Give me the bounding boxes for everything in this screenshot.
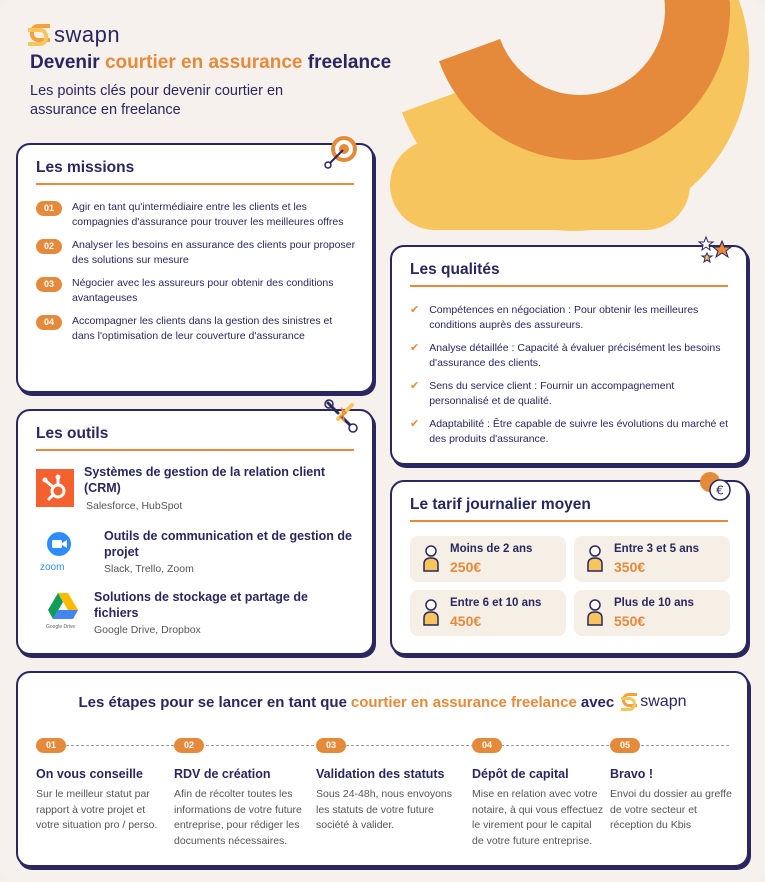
tool-subtitle: Google Drive, Dropbox — [94, 624, 201, 636]
rate-tile — [574, 590, 730, 636]
steps-title — [18, 693, 747, 711]
mission-number: 04 — [36, 315, 62, 330]
rate-label: Entre 6 et 10 ans — [450, 597, 542, 609]
qualites-card — [390, 245, 748, 465]
swapn-logo-mark-icon — [30, 24, 48, 46]
tarif-title: Le tarif journalier moyen — [410, 496, 591, 513]
qualites-list — [410, 303, 730, 455]
tarif-card — [390, 480, 748, 655]
page-title — [30, 52, 391, 74]
step-text: Envoi du dossier au greffe de votre secteur et réception du Kbis — [610, 788, 732, 831]
mission-text: Accompagner les clients dans la gestion des sinistres et dans l'optimisation de leur couverture d'assurance — [72, 315, 333, 342]
target-icon — [324, 135, 358, 169]
mission-text: Négocier avec les assureurs pour obtenir des conditions avantageuses — [72, 277, 334, 304]
rate-tile — [410, 536, 566, 582]
title-post: freelance — [302, 52, 392, 73]
list-item — [36, 465, 356, 519]
tarif-divider — [410, 520, 728, 522]
list-item — [410, 379, 730, 409]
check-icon: ✔ — [410, 304, 420, 316]
quality-text: Sens du service client : Fournir un accompagnement personnalisé et de qualité. — [429, 380, 675, 407]
list-item — [410, 303, 730, 333]
rate-label: Entre 3 et 5 ans — [614, 543, 700, 555]
qualites-title: Les qualités — [410, 261, 500, 278]
quality-text: Analyse détaillée : Capacité à évaluer précisément les besoins d'assurance des clients. — [429, 342, 721, 369]
missions-divider — [36, 183, 354, 185]
step-text: Sous 24-48h, nous envoyons les statuts de votre future société à valider. — [316, 788, 453, 831]
step-text: Mise en relation avec votre notaire, à qui vous effectuez le virement pour le capital de votre future entreprise. — [472, 788, 604, 847]
list-item — [410, 341, 730, 371]
mission-number: 01 — [36, 201, 62, 216]
zoom-logo-text: zoom — [40, 562, 65, 573]
mission-text: Agir en tant qu'intermédiaire entre les clients et les compagnies d'assurance pour trouver les meilleures offres — [72, 201, 344, 228]
stars-icon — [698, 235, 732, 265]
rate-value: 250€ — [450, 559, 482, 575]
missions-list — [36, 200, 356, 352]
steps-brand-name: swapn — [640, 693, 687, 710]
steps-title-accent: courtier en assurance freelance — [350, 693, 577, 711]
step-item — [174, 737, 308, 849]
step-item — [36, 737, 166, 834]
rate-tile — [410, 590, 566, 636]
list-item — [36, 238, 356, 268]
swapn-logo[interactable] — [622, 693, 686, 711]
missions-card — [16, 143, 374, 393]
person-icon — [586, 598, 604, 626]
zoom-camera-icon — [44, 531, 74, 561]
step-number: 01 — [36, 738, 66, 753]
page-subtitle: Les points clés pour devenir courtier en assurance en freelance — [30, 83, 284, 118]
step-title: RDV de création — [174, 767, 271, 781]
tool-subtitle: Salesforce, HubSpot — [86, 500, 183, 512]
outils-title: Les outils — [36, 425, 109, 442]
step-item — [610, 737, 736, 834]
tool-subtitle: Slack, Trello, Zoom — [104, 563, 194, 575]
list-item — [36, 531, 356, 581]
step-text: Sur le meilleur statut par rapport à votre projet et votre situation pro / perso. — [36, 788, 158, 831]
euro-icon — [698, 472, 732, 502]
title-accent: courtier en assurance — [104, 52, 303, 73]
quality-text: Compétences en négociation : Pour obtenir les meilleures conditions auprès des assureurs. — [429, 304, 699, 331]
swapn-logo-mark-icon — [622, 693, 636, 711]
step-title: Bravo ! — [610, 767, 654, 781]
person-icon — [586, 544, 604, 572]
swapn-logo[interactable] — [30, 22, 120, 48]
steps-title-post: avec — [580, 693, 615, 711]
euro-symbol: € — [716, 483, 724, 498]
hubspot-logo — [36, 469, 74, 507]
steps-title-pre: Les étapes pour se lancer en tant que — [78, 693, 347, 711]
tool-title: Solutions de stockage et partage de fichiers — [94, 590, 308, 620]
step-item — [472, 737, 606, 849]
person-icon — [422, 598, 440, 626]
rate-value: 450€ — [450, 613, 482, 629]
list-item — [410, 417, 730, 447]
step-number: 05 — [610, 738, 640, 753]
step-number: 03 — [316, 738, 346, 753]
step-text: Afin de récolter toutes les informations de votre future entreprise, pour rédiger les documents nécessaires. — [174, 788, 302, 847]
tool-title: Outils de communication et de gestion de projet — [104, 529, 352, 559]
qualites-divider — [410, 285, 728, 287]
step-number: 04 — [472, 738, 502, 753]
google-drive-logo-text: Google Drive — [46, 624, 76, 630]
check-icon: ✔ — [410, 342, 420, 354]
step-title: Validation des statuts — [316, 767, 445, 781]
tool-title: Systèmes de gestion de la relation client (CRM) — [84, 465, 326, 495]
google-drive-icon — [48, 593, 78, 619]
title-pre: Devenir — [30, 52, 105, 73]
step-title: Dépôt de capital — [472, 767, 569, 781]
rate-value: 550€ — [614, 613, 646, 629]
check-icon: ✔ — [410, 418, 420, 430]
list-item — [36, 314, 356, 344]
step-number: 02 — [174, 738, 204, 753]
mission-text: Analyser les besoins en assurance des clients pour proposer des solutions sur mesure — [72, 239, 356, 266]
rate-value: 350€ — [614, 559, 646, 575]
brand-name: swapn — [54, 22, 121, 47]
quality-text: Adaptabilité : Être capable de suivre les évolutions du marché et des produits d'assurance. — [429, 418, 729, 445]
outils-divider — [36, 449, 354, 451]
mission-number: 03 — [36, 277, 62, 292]
list-item — [36, 200, 356, 230]
person-icon — [422, 544, 440, 572]
rate-tile — [574, 536, 730, 582]
outils-card — [16, 409, 374, 655]
list-item — [36, 276, 356, 306]
zoom-logo — [40, 531, 82, 573]
rate-label: Plus de 10 ans — [614, 597, 694, 609]
mission-number: 02 — [36, 239, 62, 254]
list-item — [36, 591, 356, 641]
wrench-icon — [324, 399, 358, 433]
step-item — [316, 737, 456, 834]
check-icon: ✔ — [410, 380, 420, 392]
step-title: On vous conseille — [36, 767, 143, 781]
steps-card — [16, 671, 749, 867]
missions-title: Les missions — [36, 159, 135, 176]
rate-label: Moins de 2 ans — [450, 543, 533, 555]
google-drive-logo — [48, 593, 86, 631]
